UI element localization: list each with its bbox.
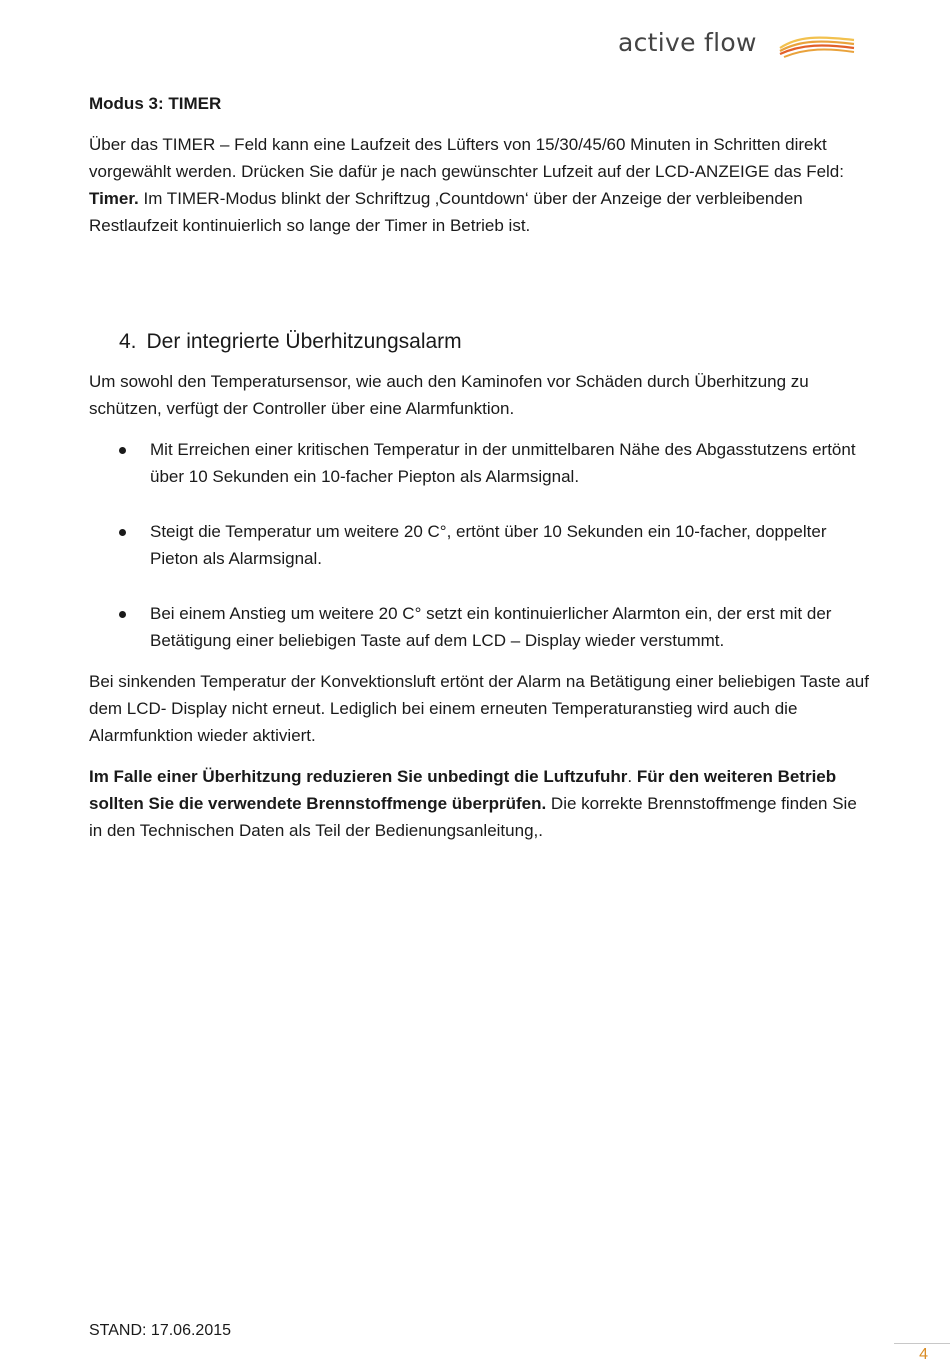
logo-wordmark: active flow [618,28,757,57]
timer-bold: Timer. [89,189,139,208]
alarm-list [89,436,869,654]
alarm-intro: Um sowohl den Temperatursensor, wie auch den Kaminofen vor Schäden durch Überhitzung zu schützen, verfügt der Controller über eine Alarmfunktion. [89,372,809,418]
company-logo [618,28,858,62]
list-item [89,518,869,572]
bullet-icon [119,529,126,536]
list-item-text: Bei einem Anstieg um weitere 20 C° setzt ein kontinuierlicher Alarmton ein, der erst mit der Betätigung einer beliebigen Taste auf dem LCD – Display wieder verstummt. [150,604,832,650]
warning-bold-2: Für den weiteren Betrieb sollten Sie die verwendete Brennstoffmenge überprüfen. [89,767,837,813]
timer-text-2: Im TIMER-Modus blinkt der Schriftzug ‚Countdown‘ über der Anzeige der verbleibenden Restlaufzeit kontinuierlich so lange der Timer in Betrieb ist. [89,189,803,235]
list-item [89,436,869,490]
section-heading [89,328,869,356]
list-item [89,600,869,654]
timer-text-1: Über das TIMER – Feld kann eine Laufzeit des Lüfters von 15/30/45/60 Minuten in Schritten direkt vorgewählt werden. Drücken Sie dafür je nach gewünschter Lufzeit auf der LCD-ANZEIGE das Feld: [89,135,844,181]
list-item-text: Mit Erreichen einer kritischen Temperatur in der unmittelbaren Nähe des Abgasstutzens ertönt über 10 Sekunden ein 10-facher Piepton als Alarmsignal. [150,440,856,486]
list-item-text: Steigt die Temperatur um weitere 20 C°, ertönt über 10 Sekunden ein 10-facher, doppelter Pieton als Alarmsignal. [150,522,827,568]
bullet-icon [119,447,126,454]
page-content [89,90,869,858]
timer-paragraph [89,131,869,239]
overheat-warning [89,763,869,844]
page-number-rule [894,1343,950,1344]
alarm-reset-paragraph: Bei sinkenden Temperatur der Konvektionsluft ertönt der Alarm na Betätigung einer beliebigen Taste auf dem LCD- Display nicht erneut. Lediglich bei einem erneuten Temperaturanstieg wird auch die Alarmfunktion wieder aktiviert. [89,672,869,745]
flame-waves-icon [778,34,856,58]
section-number: 4. [119,330,137,353]
section-title: Der integrierte Überhitzungsalarm [146,330,462,353]
footer-date: STAND: 17.06.2015 [89,1322,232,1339]
warning-dot: . [627,767,637,786]
bullet-icon [119,611,126,618]
warning-text: Die korrekte Brennstoffmenge finden Sie in den Technischen Daten als Teil der Bedienungsanleitung,. [89,794,857,840]
page-number: 4 [919,1346,928,1363]
modus-heading: Modus 3: TIMER [89,94,222,113]
warning-bold-1: Im Falle einer Überhitzung reduzieren Sie unbedingt die Luftzufuhr [89,767,628,786]
